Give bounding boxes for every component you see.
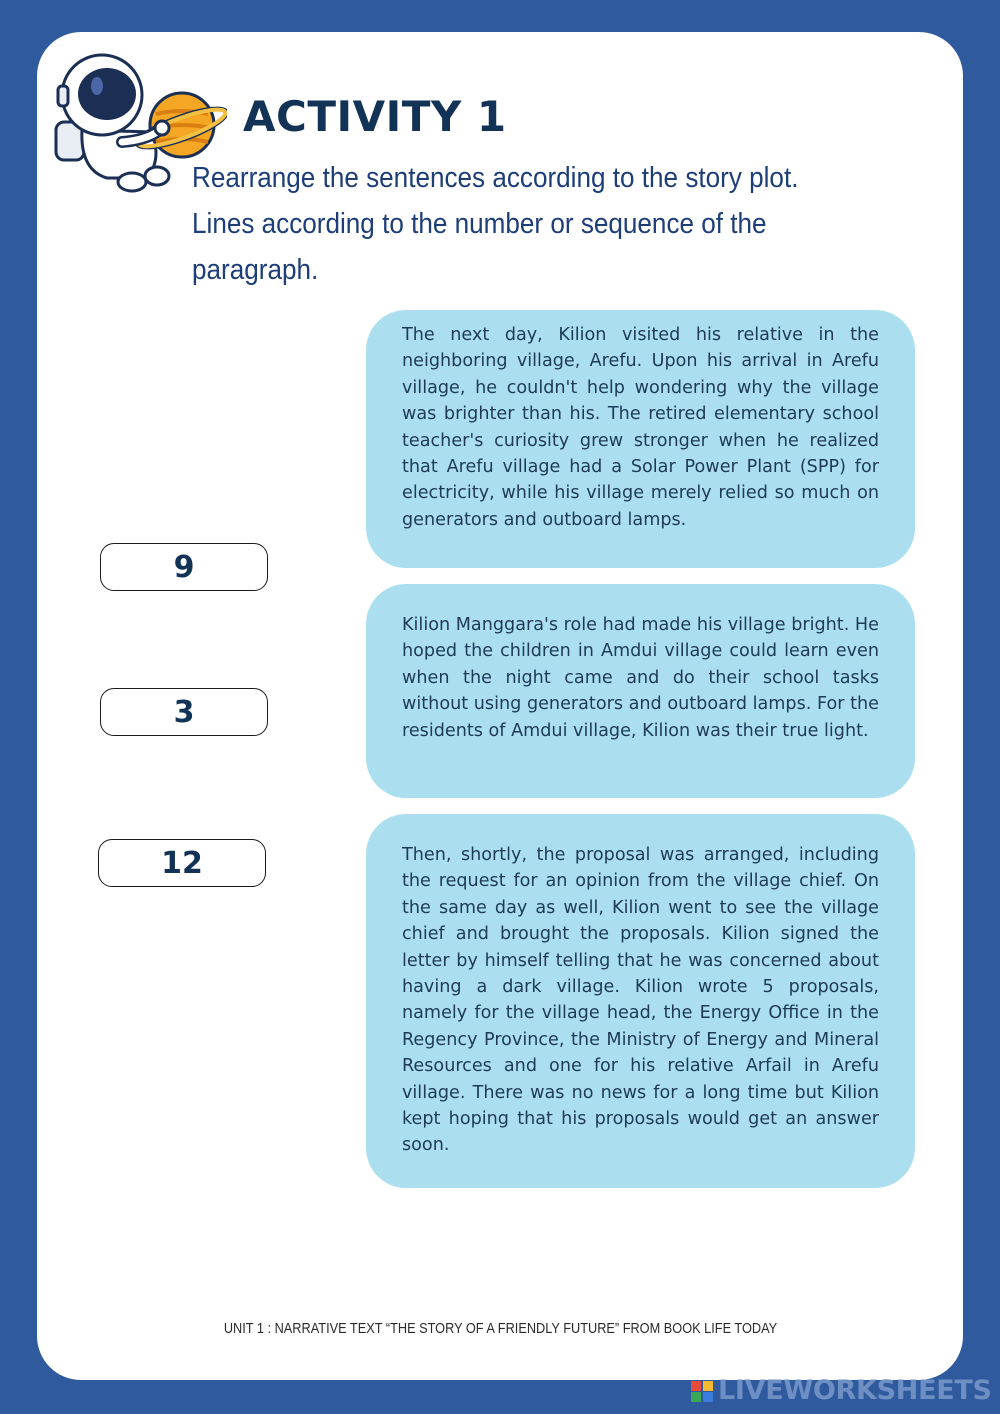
- activity-instructions: Rearrange the sentences according to the story plot. Lines according to the number or sequence of the paragraph.: [192, 162, 799, 286]
- answer-box-2[interactable]: 3: [100, 688, 268, 736]
- paragraph-bubble-1: The next day, Kilion visited his relative in the neighboring village, Arefu. Upon his arrival in Arefu village, he couldn't help wondering why the village was brighter than his. The retired elementary school teacher's curiosity grew stronger when he realized that Arefu village had a Solar Power Plant (SPP) for electricity, while his village merely relied so much on generators and outboard lamps.: [366, 310, 915, 568]
- footer-text: UNIT 1 : NARRATIVE TEXT “THE STORY OF A FRIENDLY FUTURE” FROM BOOK LIFE TODAY: [223, 1320, 777, 1337]
- activity-title: ACTIVITY 1: [243, 92, 507, 141]
- paragraph-bubble-3: Then, shortly, the proposal was arranged, including the request for an opinion from the village chief. On the same day as well, Kilion went to see the village chief and brought the proposals. Kilion signed the letter by himself telling that he was concerned about having a dark village. Kilion wrote 5 proposals, namely for the village head, the Energy Office in the Regency Province, the Ministry of Energy and Mineral Resources and one for his relative Arfail in Arefu village. There was no news for a long time but Kilion kept hoping that his proposals would get an answer soon.: [366, 814, 915, 1188]
- brand-name: LIVEWORKSHEETS: [718, 1375, 992, 1406]
- liveworksheets-logo-icon: [690, 1379, 714, 1403]
- footer-source: [0, 1320, 1000, 1337]
- answer-box-3[interactable]: 12: [98, 839, 266, 887]
- answer-box-1[interactable]: 9: [100, 543, 268, 591]
- paragraph-bubble-2: Kilion Manggara's role had made his village bright. He hoped the children in Amdui village could learn even when the night came and do their school tasks without using generators and outboard lamps. For the residents of Amdui village, Kilion was their true light.: [366, 584, 915, 798]
- liveworksheets-brand[interactable]: [690, 1375, 992, 1406]
